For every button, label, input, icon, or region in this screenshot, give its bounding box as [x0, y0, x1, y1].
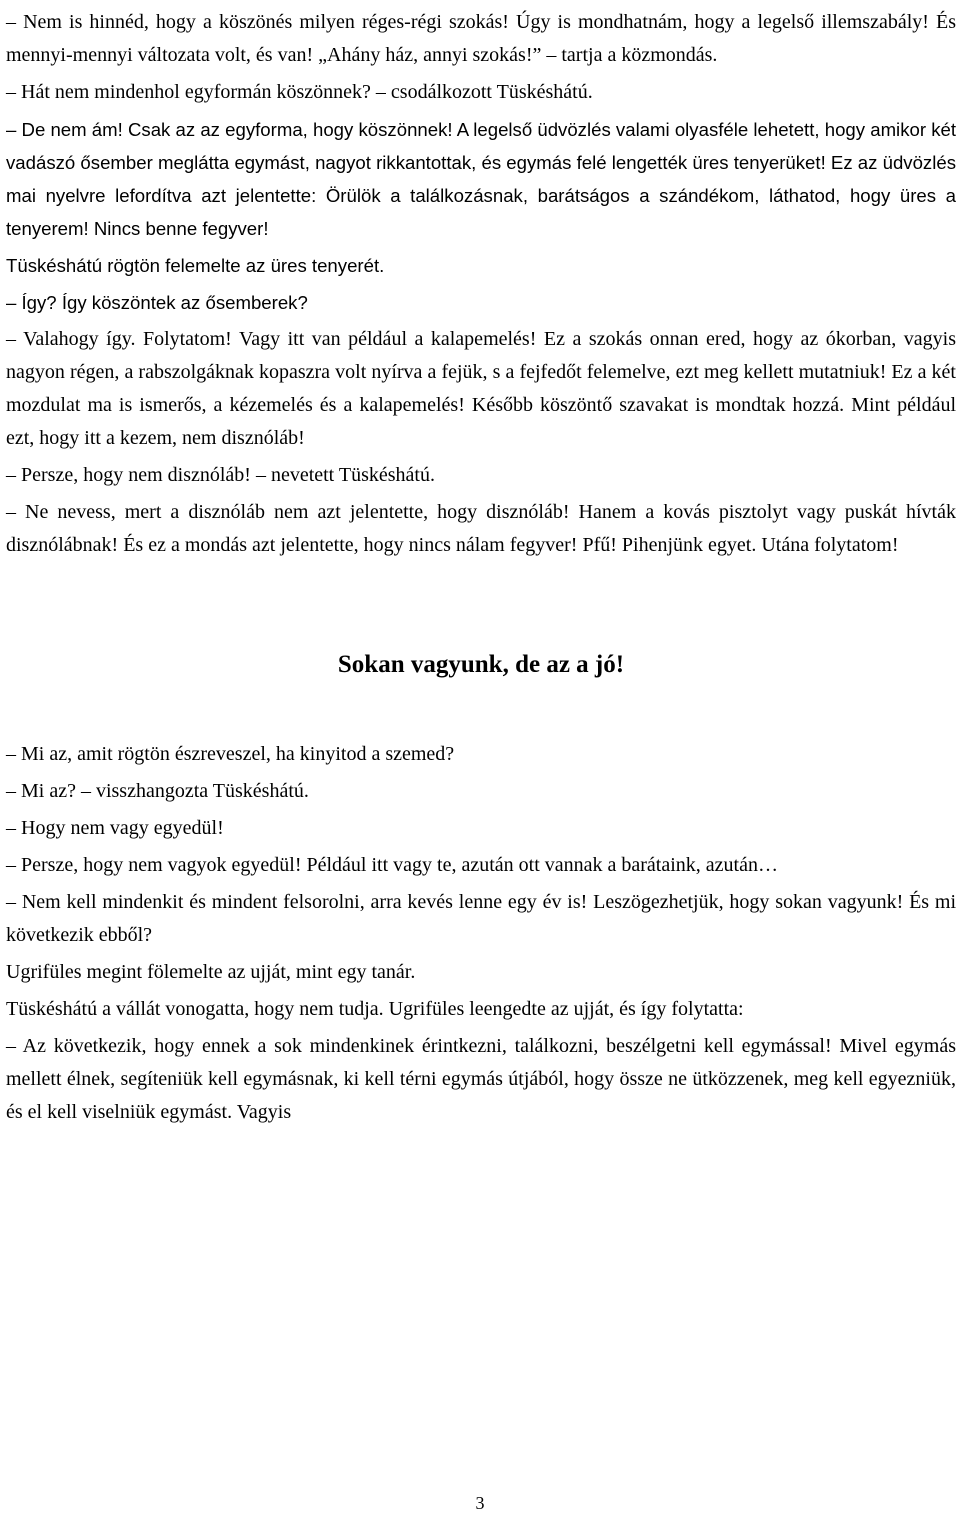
paragraph-consequence: – Az következik, hogy ennek a sok mindenkinek érintkezni, találkozni, beszélgetni kell egymással! Mivel egymás mellett élnek, segíteniük kell egymásnak, ki kell térni egymás útjából, hogy össze ne ütközzenek, meg kell egyezniük, és el kell viselniük egymást. Vagyis [6, 1035, 956, 1123]
paragraph-greeting-origin: – De nem ám! Csak az az egyforma, hogy köszönnek! A legelső üdvözlés valami olyasféle lehetett, hogy amikor két vadászó ősember meglátta egymást, nagyot rikkantottak, és egymás felé lengették üres tenyerüket! Ez az üdvözlés mai nyelvre lefordítva azt jelentette: Örülök a találkozásnak, barátságos a szándékom, láthatod, hogy üres a tenyerem! Nincs benne fegyver! [6, 119, 956, 239]
paragraph-friends: – Persze, hogy nem vagyok egyedül! Például itt vagy te, azután ott vannak a barátaink, azután… [6, 854, 778, 876]
paragraph-finger-raised: Ugrifüles megint fölemelte az ujját, mint egy tanár. [6, 961, 416, 983]
paragraph-echo: – Mi az? – visszhangozta Tüskéshátú. [6, 780, 309, 802]
paragraph-intro: – Nem is hinnéd, hogy a köszönés milyen réges-régi szokás! Úgy is mondhatnám, hogy a legelső illemszabály! És mennyi-mennyi változata volt, és van! „Ahány ház, annyi szokás!” – tartja a közmondás. [6, 11, 956, 66]
paragraph-raised-palm: Tüskéshátú rögtön felemelte az üres tenyerét. [6, 255, 385, 276]
paragraph-many-of-us: – Nem kell mindenkit és mindent felsorolni, arra kevés lenne egy év is! Leszögezhetjük, hogy sokan vagyunk! És mi következik ebből? [6, 891, 956, 946]
paragraph-laugh: – Persze, hogy nem disznóláb! – nevetett Tüskéshátú. [6, 464, 435, 486]
page-number: 3 [475, 1493, 485, 1513]
paragraph-not-alone: – Hogy nem vagy egyedül! [6, 817, 224, 839]
paragraph-pistol: – Ne nevess, mert a disznóláb nem azt jelentette, hogy disznóláb! Hanem a kovás pisztolyt vagy puskát hívták disznólábnak! És ez a mondás azt jelentette, hogy nincs nálam fegyver! Pfű! Pihenjünk egyet. Utána folytatom! [6, 501, 956, 556]
paragraph-caveman-question: – Így? Így köszöntek az ősemberek? [6, 292, 308, 313]
paragraph-eyes-question: – Mi az, amit rögtön észreveszel, ha kinyitod a szemed? [6, 743, 455, 765]
section-title: Sokan vagyunk, de az a jó! [337, 651, 625, 678]
paragraph-hat-raising: – Valahogy így. Folytatom! Vagy itt van például a kalapemelés! Ez a szokás onnan ered, hogy az ókorban, vagyis nagyon régen, a rabszolgáknak kopaszra volt nyírva a fejük, s a fejfedőt felemelve, ezt meg kellett mutatniuk! Ez a két mozdulat ma is ismerős, a kézemelés és a kalapemelés! Később köszöntő szavakat is mondtak hozzá. Mint például ezt, hogy itt a kezem, nem disznóláb! [6, 328, 956, 449]
paragraph-question: – Hát nem mindenhol egyformán köszönnek? – csodálkozott Tüskéshátú. [6, 81, 593, 103]
paragraph-shrug: Tüskéshátú a vállát vonogatta, hogy nem tudja. Ugrifüles leengedte az ujját, és így folytatta: [6, 998, 744, 1020]
